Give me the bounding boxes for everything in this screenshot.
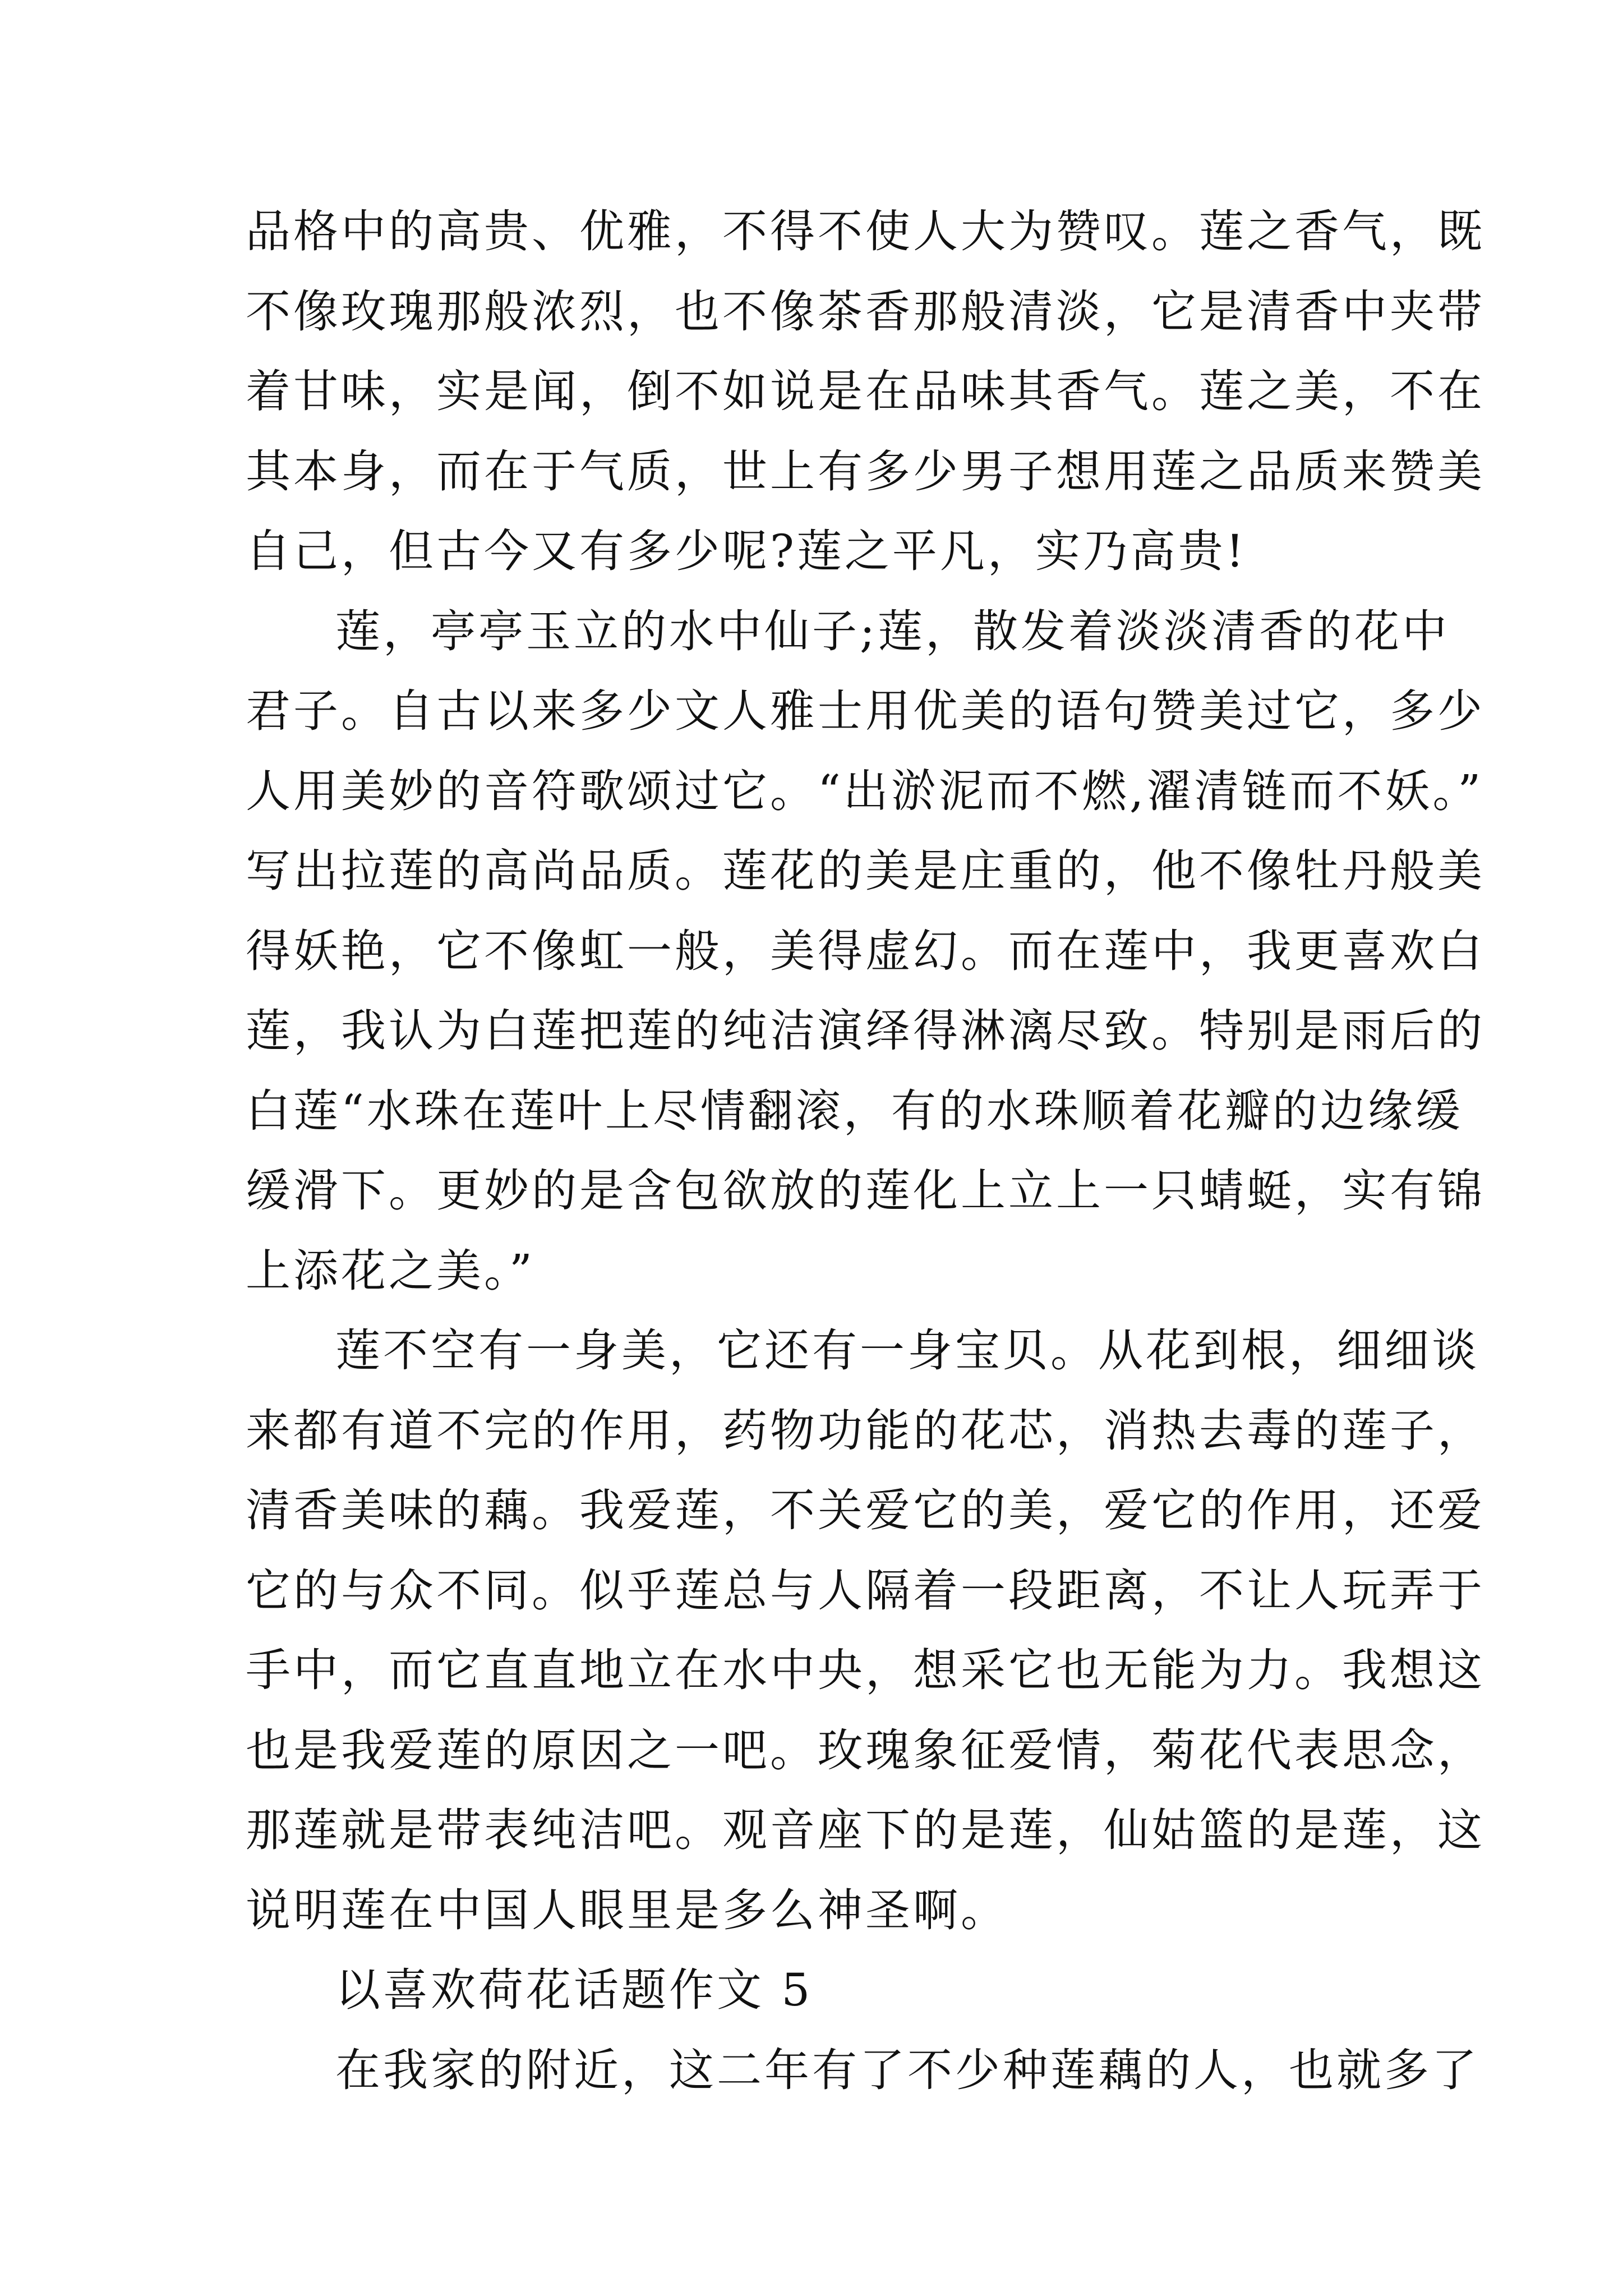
text-line: 其本身，而在于气质，世上有多少男子想用莲之品质来赞美 [246, 445, 1485, 498]
text-line: 不像玫瑰那般浓烈，也不像茶香那般清淡，它是清香中夹带 [246, 285, 1485, 338]
text-line: 也是我爱莲的原因之一吧。玫瑰象征爱情，菊花代表思念， [246, 1724, 1485, 1777]
text-line: 说明莲在中国人眼里是多么神圣啊。 [246, 1884, 1008, 1936]
text-line: 白莲“水珠在莲叶上尽情翻滚，有的水珠顺着花瓣的边缘缓 [246, 1084, 1463, 1137]
text-line: 手中，而它直直地立在水中央，想采它也无能为力。我想这 [246, 1644, 1485, 1696]
text-line: 人用美妙的音符歌颂过它。“出淤泥而不燃,濯清链而不妖。” [246, 765, 1484, 817]
text-line: 品格中的高贵、优雅，不得不使人大为赞叹。莲之香气，既 [246, 205, 1485, 257]
text-line: 那莲就是带表纯洁吧。观音座下的是莲，仙姑篮的是莲，这 [246, 1804, 1485, 1856]
text-line: 写出拉莲的高尚品质。莲花的美是庄重的，他不像牡丹般美 [246, 845, 1485, 897]
text-line: 上添花之美。” [246, 1244, 535, 1297]
paragraph-start-line: 莲，亭亭玉立的水中仙子;莲，散发着淡淡清香的花中 [335, 605, 1450, 657]
paragraph-start-line: 莲不空有一身美，它还有一身宝贝。从花到根，细细谈 [335, 1324, 1479, 1377]
text-line: 自己，但古今又有多少呢?莲之平凡，实乃高贵! [246, 525, 1247, 577]
text-line: 它的与众不同。似乎莲总与人隔着一段距离，不让人玩弄于 [246, 1564, 1485, 1617]
text-line: 莲，我认为白莲把莲的纯洁演绎得淋漓尽致。特别是雨后的 [246, 1005, 1485, 1057]
text-line: 得妖艳，它不像虹一般，美得虚幻。而在莲中，我更喜欢白 [246, 924, 1485, 977]
article-body [246, 192, 1485, 2110]
text-line: 缓滑下。更妙的是含包欲放的莲化上立上一只蜻蜓，实有锦 [246, 1165, 1485, 1217]
text-line: 着甘味，实是闻，倒不如说是在品味其香气。莲之美，不在 [246, 365, 1485, 417]
text-line: 来都有道不完的作用，药物功能的花芯，消热去毒的莲子， [246, 1404, 1485, 1457]
text-line: 君子。自古以来多少文人雅士用优美的语句赞美过它，多少 [246, 685, 1485, 737]
text-line: 清香美味的藕。我爱莲，不关爱它的美，爱它的作用，还爱 [246, 1484, 1485, 1536]
paragraph-start-line: 在我家的附近，这二年有了不少种莲藕的人，也就多了 [335, 2044, 1479, 2096]
section-heading: 以喜欢荷花话题作文 5 [335, 1964, 813, 2016]
